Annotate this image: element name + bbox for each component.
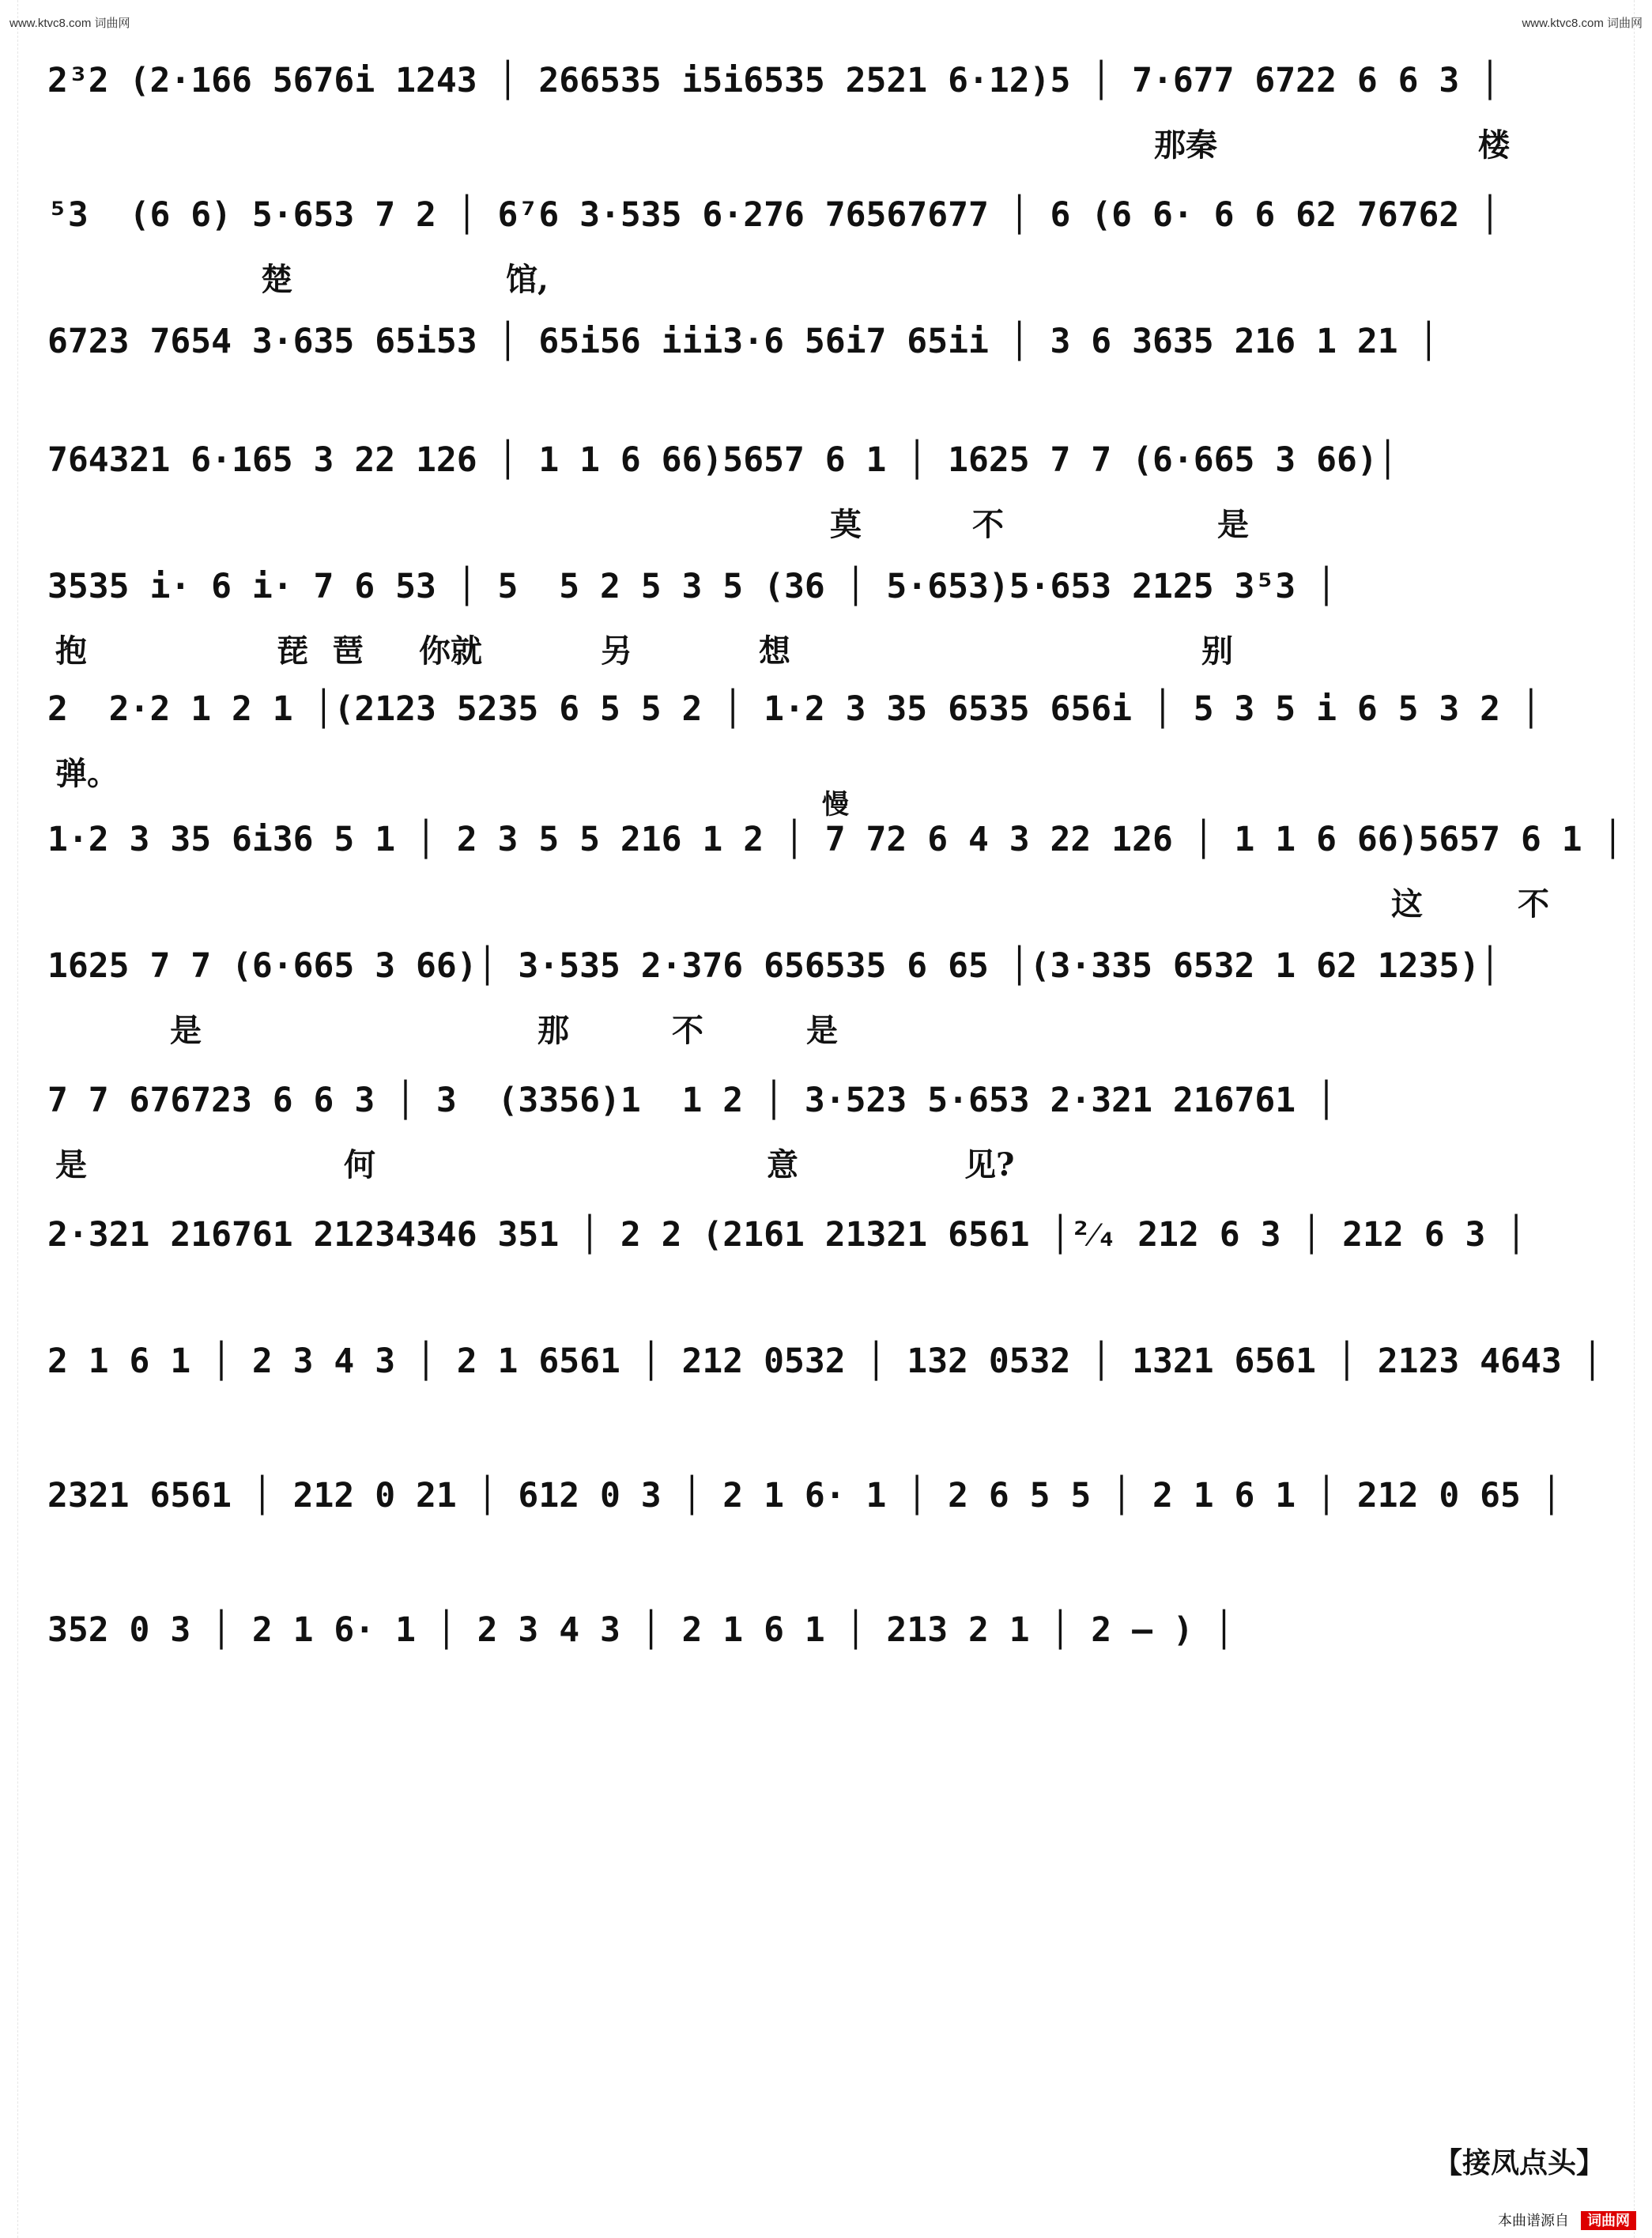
right-margin-watermark-strip	[1634, 0, 1652, 2238]
lyric-syllable: 你就	[419, 632, 482, 670]
lyric-syllable: 是	[170, 1012, 202, 1049]
lyric-syllable: 楼	[1478, 126, 1510, 164]
lyrics-line	[47, 1535, 1605, 1575]
score-system	[47, 1051, 1605, 1202]
lyrics-line	[47, 500, 1605, 543]
lyrics-line	[47, 1140, 1605, 1183]
ending-label: 【接凤点头】	[1433, 2146, 1605, 2180]
lyric-syllable: 不	[1518, 885, 1549, 923]
notation-line: 352 0 3 │ 2 1 6· 1 │ 2 3 4 3 │ 2 1 6 1 │ 213 2 1 │ 2 – ) │	[47, 1610, 1235, 1650]
notation-line: 6723 7654 3·635 65i53 │ 65i56 iii3·6 56i7 65ii │ 3 6 3635 216 1 21 │	[47, 322, 1439, 361]
tempo-marking: 慢	[822, 789, 849, 821]
score-system	[47, 1312, 1605, 1462]
notation-line: 1625 7 7 (6·665 3 66)│ 3·535 2·376 656535 6 65 │(3·335 6532 1 62 1235)│	[47, 946, 1501, 986]
score-system	[47, 1447, 1605, 1597]
lyrics-line	[47, 120, 1605, 164]
lyric-syllable: 琵	[277, 632, 308, 670]
lyrics-line	[47, 1006, 1605, 1049]
lyrics-line	[47, 879, 1605, 923]
left-margin-watermark-strip	[0, 0, 18, 2238]
lyric-syllable: 那	[537, 1012, 569, 1049]
lyrics-line	[47, 1274, 1605, 1314]
lyric-syllable: 是	[1217, 506, 1249, 543]
lyric-syllable: 别	[1201, 632, 1233, 670]
score-system	[47, 1581, 1605, 1731]
lyrics-line	[47, 255, 1605, 298]
lyric-syllable: 意	[767, 1146, 798, 1183]
lyric-syllable: 是	[806, 1012, 838, 1049]
header-site-label-right: www.ktvc8.com 词曲网	[1522, 17, 1643, 30]
lyric-syllable: 何	[344, 1146, 375, 1183]
notation-line: 1·2 3 35 6i36 5 1 │ 2 3 5 5 216 1 2 │ 7 72 6 4 3 22 126 │ 1 1 6 66)5657 6 1 │	[47, 820, 1624, 859]
lyric-syllable: 那秦	[1154, 126, 1217, 164]
lyrics-line	[47, 1401, 1605, 1440]
lyric-syllable: 想	[759, 632, 790, 670]
lyric-syllable: 不	[972, 506, 1004, 543]
lyric-syllable: 馆,	[506, 261, 549, 298]
lyric-syllable: 这	[1391, 885, 1423, 923]
header-site-label-left: www.ktvc8.com 词曲网	[9, 17, 130, 30]
lyric-syllable: 是	[55, 1146, 87, 1183]
notation-line: 2·321 216761 21234346 351 │ 2 2 (2161 21321 6561 │²⁄₄ 212 6 3 │ 212 6 3 │	[47, 1215, 1527, 1255]
lyric-syllable: 见?	[964, 1146, 1015, 1183]
notation-line: 2³2 (2·166 5676i 1243 │ 266535 i5i6535 2521 6·12)5 │ 7·677 6722 6 6 3 │	[47, 61, 1501, 100]
lyrics-line	[47, 1670, 1605, 1709]
notation-line: 2321 6561 │ 212 0 21 │ 612 0 3 │ 2 1 6· 1 │ 2 6 5 5 │ 2 1 6 1 │ 212 0 65 │	[47, 1476, 1562, 1515]
lyric-syllable: 莫	[830, 506, 862, 543]
lyric-syllable: 楚	[261, 261, 292, 298]
lyric-syllable: 弹。	[55, 755, 119, 792]
lyric-syllable: 不	[672, 1012, 703, 1049]
notation-line: 764321 6·165 3 22 126 │ 1 1 6 66)5657 6 1 │ 1625 7 7 (6·665 3 66)│	[47, 440, 1398, 480]
score-system	[47, 32, 1605, 182]
notation-line: 2 2·2 1 2 1 │(2123 5235 6 5 5 2 │ 1·2 3 35 6535 656i │ 5 3 5 i 6 5 3 2 │	[47, 689, 1541, 729]
footer-brand-badge: 词曲网	[1581, 2211, 1636, 2230]
lyric-syllable: 抱	[55, 632, 87, 670]
footer	[1498, 2210, 1636, 2230]
lyric-syllable: 另	[601, 632, 632, 670]
footer-source-text: 本曲谱源自	[1497, 2213, 1569, 2229]
lyric-syllable: 琶	[332, 632, 364, 670]
notation-line: ⁵3 (6 6) 5·653 7 2 │ 6⁷6 3·535 6·276 76567677 │ 6 (6 6· 6 6 62 76762 │	[47, 195, 1501, 235]
score-system	[47, 917, 1605, 1067]
notation-line: 2 1 6 1 │ 2 3 4 3 │ 2 1 6561 │ 212 0532 │ 132 0532 │ 1321 6561 │ 2123 4643 │	[47, 1342, 1603, 1381]
notation-line: 7 7 676723 6 6 3 │ 3 (3356)1 1 2 │ 3·523 5·653 2·321 216761 │	[47, 1081, 1337, 1120]
notation-line: 3535 i· 6 i· 7 6 53 │ 5 5 2 5 3 5 (36 │ 5·653)5·653 2125 3⁵3 │	[47, 567, 1337, 606]
